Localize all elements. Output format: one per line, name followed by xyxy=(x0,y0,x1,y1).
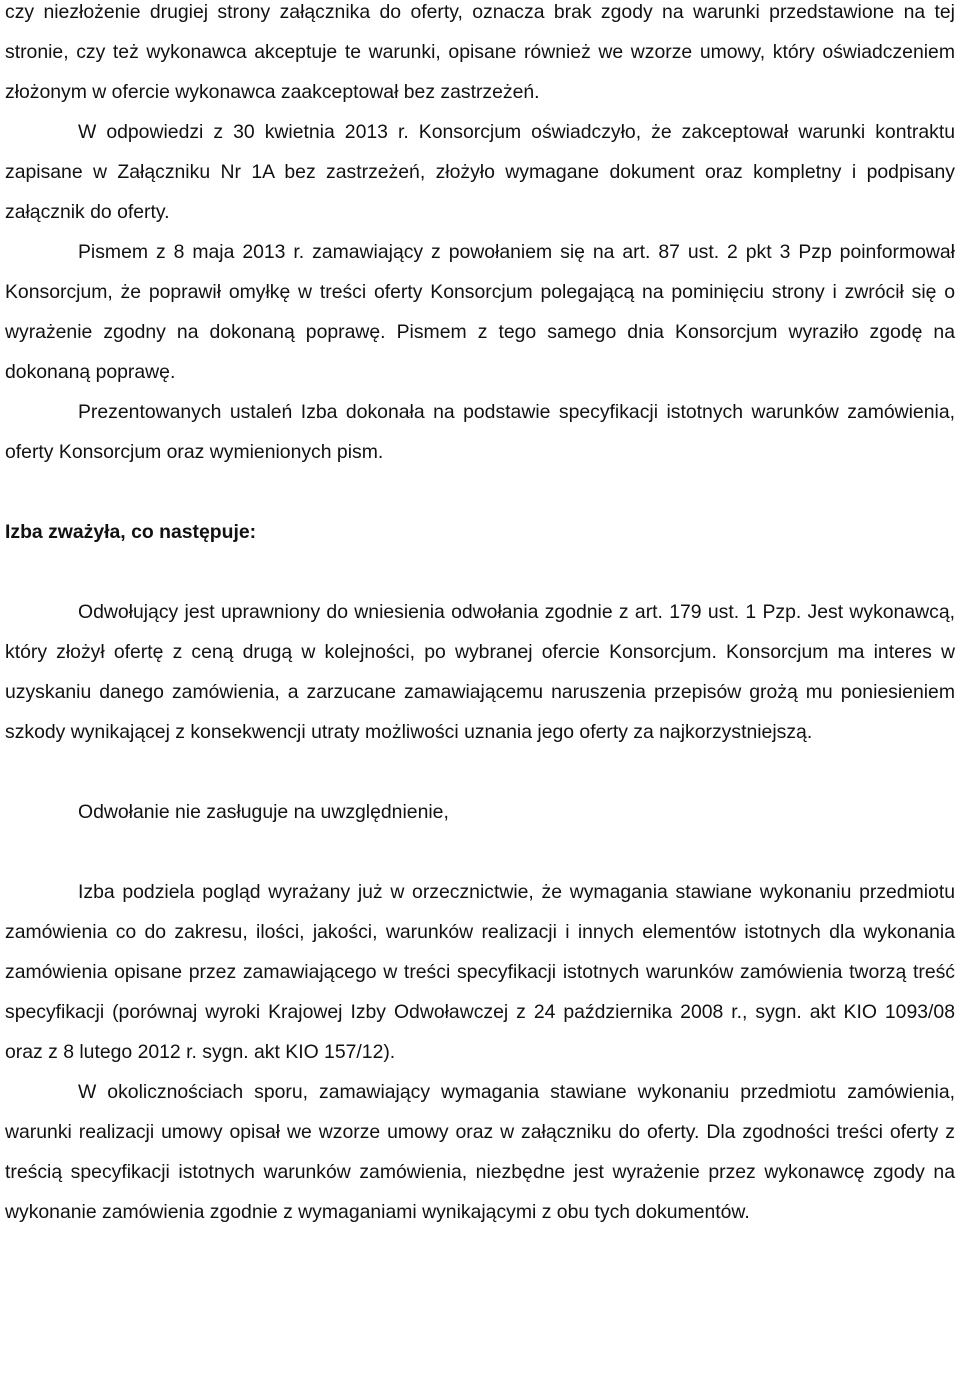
paragraph-letter-may: Pismem z 8 maja 2013 r. zamawiający z powołaniem się na art. 87 ust. 2 pkt 3 Pzp poinformował Konsorcjum, że poprawił omyłkę w treści oferty Konsorcjum polegającą na pominięciu strony i zwrócił się o wyrażenie zgodny na dokonaną poprawę. Pismem z tego samego dnia Konsorcjum wyraziło zgodę na dokonaną poprawę. xyxy=(5,241,955,383)
paragraph-circumstances: W okolicznościach sporu, zamawiający wymagania stawiane wykonaniu przedmiotu zamówienia, warunki realizacji umowy opisał we wzorze umowy oraz w załączniku do oferty. Dla zgodności treści oferty z treścią specyfikacji istotnych warunków zamówienia, niezbędne jest wyrażenie przez wykonawcę zgody na wykonanie zamówienia zgodnie z wymaganiami wynikającymi z obu tych dokumentów. xyxy=(5,1081,955,1223)
paragraph-appeal-dismissed: Odwołanie nie zasługuje na uwzględnienie, xyxy=(78,801,449,823)
paragraph-findings-basis: Prezentowanych ustaleń Izba dokonała na podstawie specyfikacji istotnych warunków zamówienia, oferty Konsorcjum oraz wymienionych pism. xyxy=(5,401,955,463)
paragraph-chamber-view: Izba podziela pogląd wyrażany już w orzecznictwie, że wymagania stawiane wykonaniu przedmiotu zamówienia co do zakresu, ilości, jakości, warunków realizacji i innych elementów istotnych dla wykonania zamówienia opisane przez zamawiającego w treści specyfikacji istotnych warunków zamówienia tworzą treść specyfikacji (porównaj wyroki Krajowej Izby Odwoławczej z 24 października 2008 r., sygn. akt KIO 1093/08 oraz z 8 lutego 2012 r. sygn. akt KIO 157/12). xyxy=(5,881,955,1063)
paragraph-standing: Odwołujący jest uprawniony do wniesienia odwołania zgodnie z art. 179 ust. 1 Pzp. Jest wykonawcą, który złożył ofertę z ceną drugą w kolejności, po wybranej ofercie Konsorcjum. Konsorcjum ma interes w uzyskaniu danego zamówienia, a zarzucane zamawiającemu naruszenia przepisów grożą mu poniesieniem szkody wynikającej z konsekwencji utraty możliwości uznania jego oferty za najkorzystniejszą. xyxy=(5,601,955,743)
paragraph-intro-continuation: czy niezłożenie drugiej strony załącznika do oferty, oznacza brak zgody na warunki przedstawione na tej stronie, czy też wykonawca akceptuje te warunki, opisane również we wzorze umowy, który oświadczeniem złożonym w ofercie wykonawca zaakceptował bez zastrzeżeń. xyxy=(5,1,955,103)
section-heading: Izba zważyła, co następuje: xyxy=(5,521,257,543)
paragraph-response-april: W odpowiedzi z 30 kwietnia 2013 r. Konsorcjum oświadczyło, że zakceptował warunki kontraktu zapisane w Załączniku Nr 1A bez zastrzeżeń, złożyło wymagane dokument oraz kompletny i podpisany załącznik do oferty. xyxy=(5,121,955,223)
